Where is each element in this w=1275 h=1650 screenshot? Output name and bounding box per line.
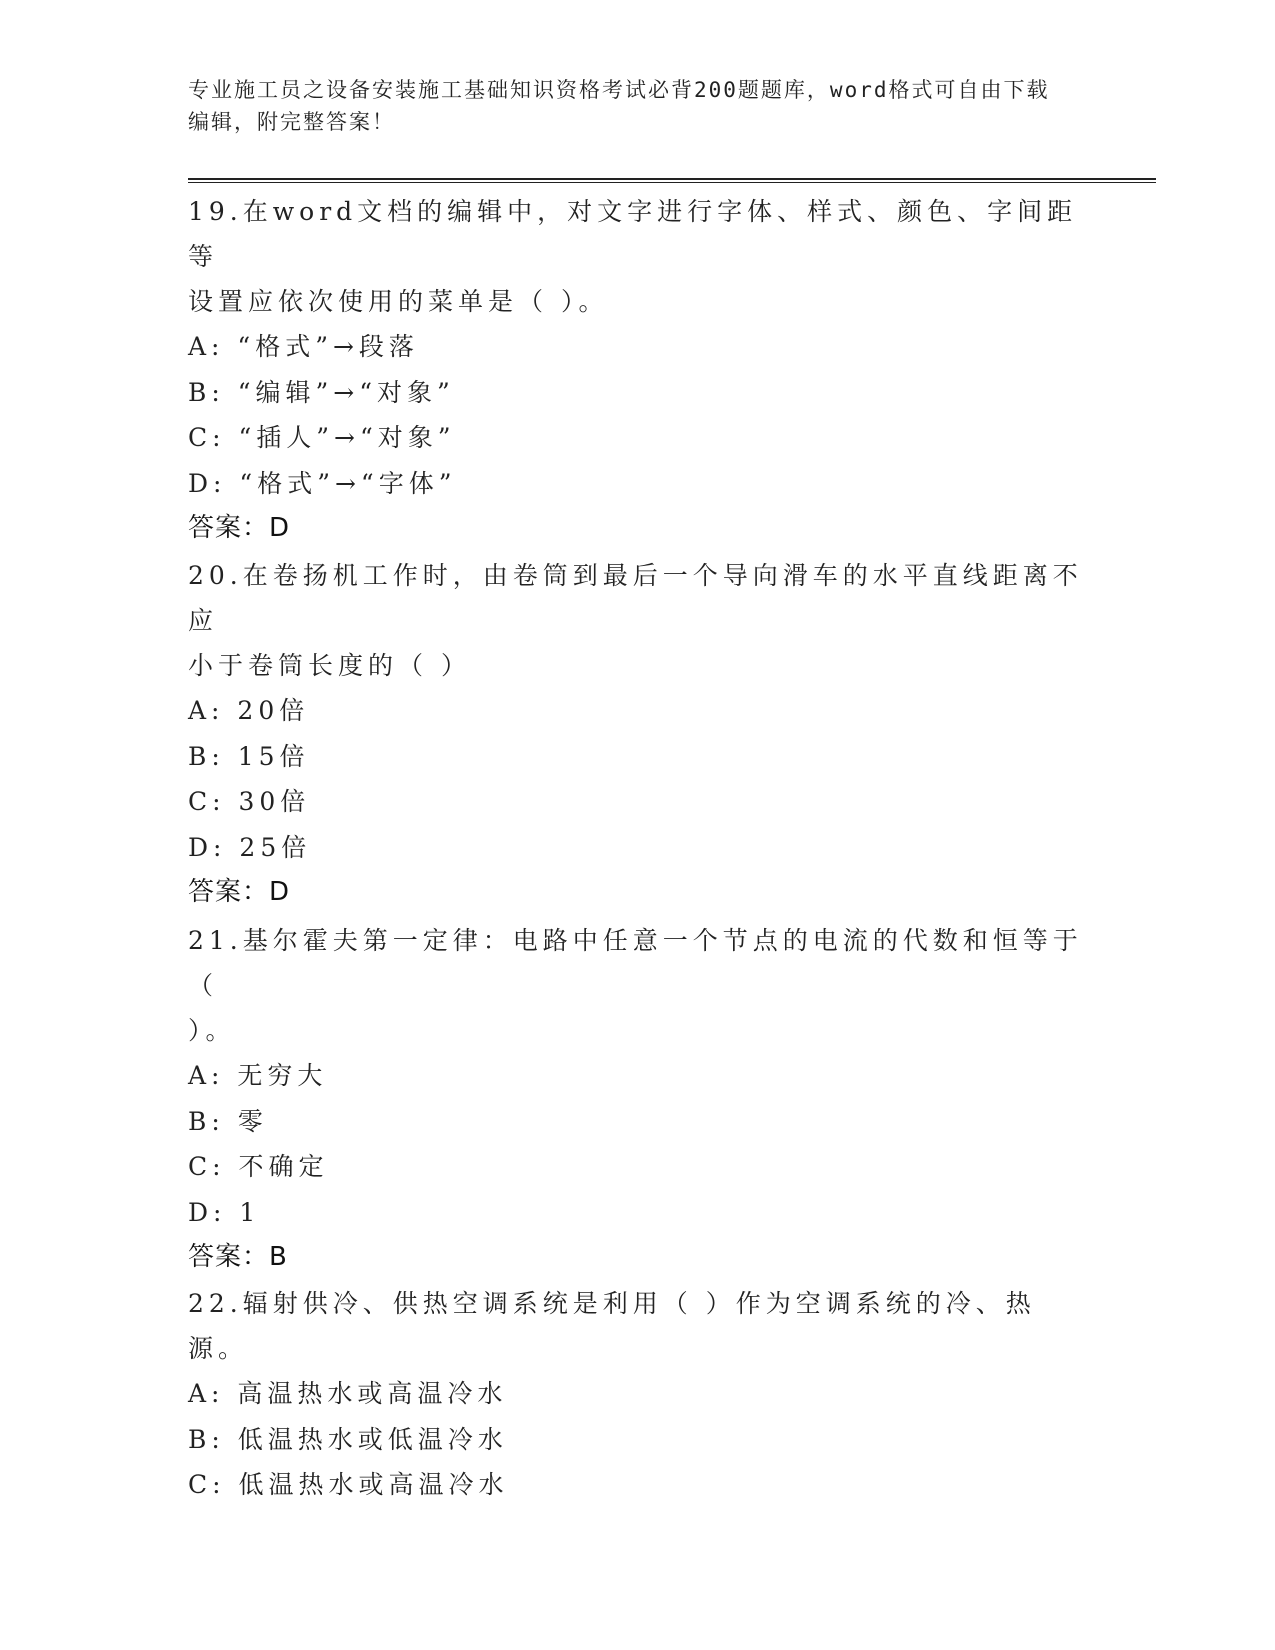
option-c: C: “插人”→“对象” [188,423,456,452]
answer-line: 答案：D [188,513,291,543]
option-a: A: 20倍 [188,696,310,725]
question-21 [188,918,1088,1280]
option-b: B: 15倍 [188,741,310,771]
answer-line: 答案：B [188,1242,288,1272]
question-stem-line: 设置应依次使用的菜单是（ ）。 [188,287,609,316]
option-c: C: 低温热水或高温冷水 [188,1470,509,1499]
question-20 [188,553,1088,915]
option-d: D: “格式”→“字体” [188,468,457,498]
question-stem-line: 21.基尔霍夫第一定律：电路中任意一个节点的电流的代数和恒等于（ [188,926,1083,1000]
header-title: 专业施工员之设备安装施工基础知识资格考试必背200题题库，word格式可自由下载编辑，附完整答案！ [188,78,1050,134]
question-stem-line: 20.在卷扬机工作时，由卷筒到最后一个导向滑车的水平直线距离不应 [188,561,1083,635]
option-b: B: 低温热水或低温冷水 [188,1424,508,1454]
question-stem-line: ）。 [188,1016,236,1045]
question-stem-line: 19.在word文档的编辑中，对文字进行字体、样式、颜色、字间距等 [188,197,1078,271]
question-stem-line: 22.辐射供冷、供热空调系统是利用（ ）作为空调系统的冷、热源。 [188,1289,1036,1363]
option-c: C: 不确定 [188,1152,329,1181]
option-a: A: “格式”→段落 [188,332,419,361]
option-a: A: 高温热水或高温冷水 [188,1379,508,1408]
answer-line: 答案：D [188,877,291,907]
question-22 [188,1281,1088,1508]
option-b: B: “编辑”→“对象” [188,377,455,407]
header-divider [188,178,1156,183]
option-d: D: 25倍 [188,832,312,862]
document-header [188,74,1068,138]
option-c: C: 30倍 [188,787,311,816]
question-stem-line: 小于卷筒长度的（ ） [188,651,471,680]
question-19 [188,189,1088,551]
option-b: B: 零 [188,1106,268,1136]
option-d: D: 1 [188,1197,261,1227]
option-a: A: 无穷大 [188,1061,328,1090]
